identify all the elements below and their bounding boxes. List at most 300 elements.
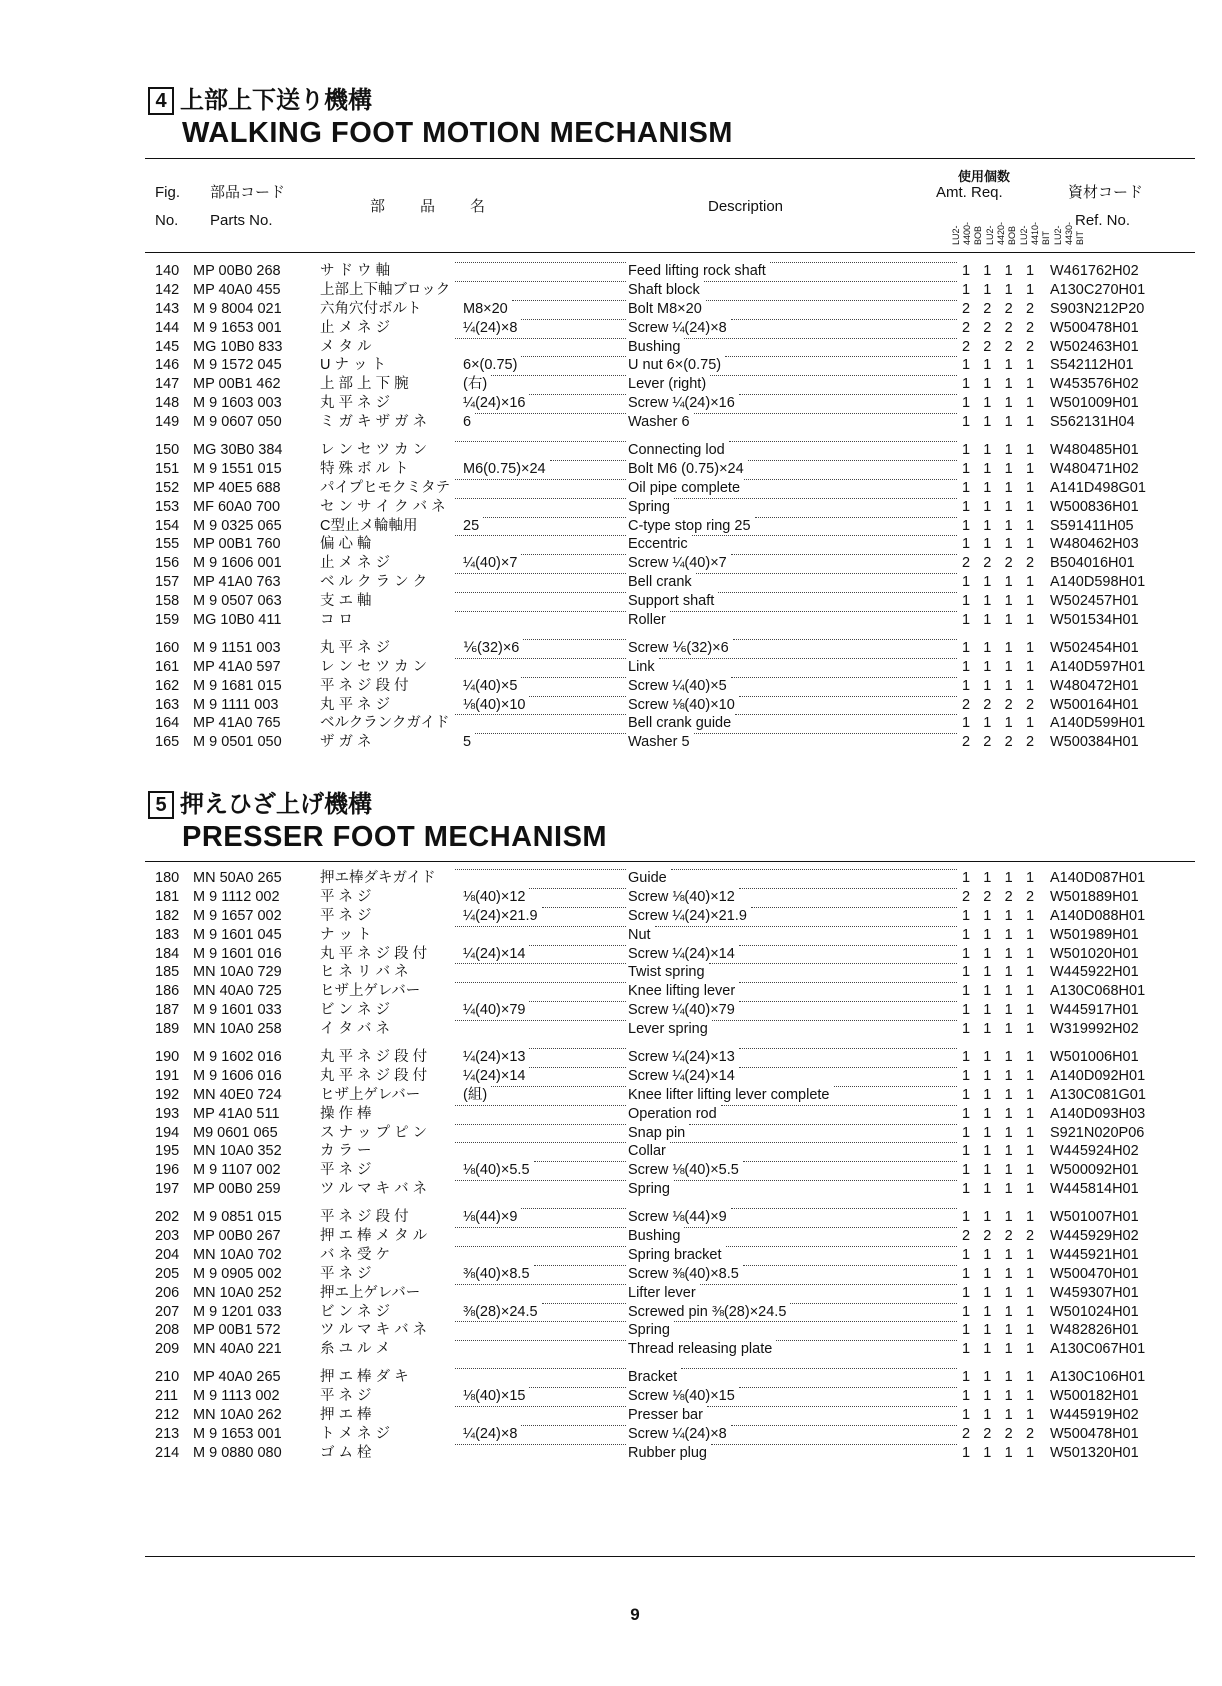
dotted-leader xyxy=(542,907,626,908)
reference-number: W500478H01 xyxy=(1050,319,1139,336)
amount-cell: 2 xyxy=(1004,555,1013,572)
amount-cell: 1 xyxy=(1025,593,1035,610)
part-name-jp: ゴ ム 栓 xyxy=(320,1444,372,1461)
amount-cell: 1 xyxy=(1025,1162,1035,1179)
amount-cell: 1 xyxy=(983,1021,992,1038)
amount-cell: 2 xyxy=(1025,319,1035,336)
reference-number: W500836H01 xyxy=(1050,498,1139,515)
fig-number: 184 xyxy=(155,945,180,962)
header-top-rule xyxy=(145,158,1195,159)
reference-number: W500092H01 xyxy=(1050,1162,1139,1179)
dotted-leader xyxy=(491,1086,626,1087)
amount-cell: 2 xyxy=(1004,1228,1013,1245)
table-row xyxy=(155,573,1195,592)
part-name-jp: 丸 平 ネ ジ 段 付 xyxy=(320,1067,428,1084)
amount-required xyxy=(959,733,1037,752)
dotted-leader xyxy=(455,611,626,612)
amount-cell: 1 xyxy=(961,1021,971,1038)
dotted-leader xyxy=(550,460,626,461)
amount-required xyxy=(959,479,1037,498)
amount-cell: 1 xyxy=(983,1388,992,1405)
dotted-leader xyxy=(659,658,957,659)
reference-number: W500164H01 xyxy=(1050,696,1139,713)
dotted-leader xyxy=(521,319,626,320)
reference-number: W500182H01 xyxy=(1050,1388,1139,1405)
amount-cell: 1 xyxy=(961,1002,971,1019)
part-description: Operation rod xyxy=(628,1105,717,1122)
amount-required xyxy=(959,281,1037,300)
table-row xyxy=(155,441,1195,460)
parts-number: MP 00B0 268 xyxy=(193,263,281,279)
amount-cell: 1 xyxy=(983,1369,992,1386)
parts-number: M 9 1572 045 xyxy=(193,357,282,374)
header-bottom-rule xyxy=(145,252,1195,253)
reference-number: S562131H04 xyxy=(1050,414,1135,431)
amount-cell: 1 xyxy=(983,1322,992,1339)
parts-number: MP 40A0 265 xyxy=(193,1369,281,1386)
table-row xyxy=(155,1303,1195,1322)
part-description: Thread releasing plate xyxy=(628,1341,773,1358)
amount-cell: 1 xyxy=(983,677,992,694)
part-description: Screw ¼(24)×13 xyxy=(628,1049,735,1066)
reference-number: W502457H01 xyxy=(1050,593,1139,610)
part-description: Bolt M8×20 xyxy=(628,300,702,317)
part-description: Screw ¼(24)×14 xyxy=(628,1067,735,1084)
part-name-jp: 操 作 棒 xyxy=(320,1105,372,1122)
part-description: Screw ¼(24)×16 xyxy=(628,395,735,412)
amount-cell: 1 xyxy=(1025,1049,1035,1066)
amount-cell: 1 xyxy=(1025,263,1035,279)
amount-required xyxy=(959,319,1037,338)
amount-cell: 2 xyxy=(961,1425,971,1442)
amount-cell: 1 xyxy=(983,658,992,675)
part-spec: (組) xyxy=(463,1086,488,1103)
dotted-leader xyxy=(455,1020,626,1021)
table-row xyxy=(155,517,1195,536)
dotted-leader xyxy=(455,592,626,593)
amount-required xyxy=(959,945,1037,964)
dotted-leader xyxy=(521,356,626,357)
amount-cell: 1 xyxy=(1004,574,1013,591)
dotted-leader xyxy=(455,573,626,574)
amount-cell: 2 xyxy=(1004,1425,1013,1442)
amount-cell: 1 xyxy=(961,926,971,943)
amount-cell: 1 xyxy=(1004,442,1013,459)
amount-required xyxy=(959,1067,1037,1086)
amount-cell: 1 xyxy=(1004,1303,1013,1320)
dotted-leader xyxy=(696,573,957,574)
dotted-leader xyxy=(521,1208,626,1209)
reference-number: W480471H02 xyxy=(1050,460,1139,477)
amount-required xyxy=(959,1368,1037,1387)
amount-cell: 2 xyxy=(983,319,992,336)
dotted-leader xyxy=(684,1227,957,1228)
reference-number: W501320H01 xyxy=(1050,1444,1139,1461)
dotted-leader xyxy=(529,1067,626,1068)
reference-number: W500384H01 xyxy=(1050,734,1139,751)
reference-number: A130C068H01 xyxy=(1050,983,1146,1000)
amount-cell: 1 xyxy=(983,1162,992,1179)
dotted-leader xyxy=(712,1020,957,1021)
amount-cell: 1 xyxy=(983,376,992,393)
amount-cell: 1 xyxy=(1004,395,1013,412)
fig-number: 165 xyxy=(155,734,180,751)
part-description: Twist spring xyxy=(628,964,705,981)
amount-cell: 1 xyxy=(1025,612,1035,629)
dotted-leader xyxy=(455,535,626,536)
table-row xyxy=(155,1142,1195,1161)
table-row xyxy=(155,356,1195,375)
part-name-jp: 偏 心 輪 xyxy=(320,536,372,553)
fig-number: 154 xyxy=(155,517,180,534)
dotted-leader xyxy=(521,677,626,678)
section-5-title-jp: 押えひざ上げ機構 xyxy=(180,791,372,818)
amount-cell: 1 xyxy=(983,1181,992,1198)
part-name-jp: レ ン セ ツ カ ン xyxy=(320,442,428,459)
table-row xyxy=(155,926,1195,945)
amount-cell: 2 xyxy=(1025,696,1035,713)
dotted-leader xyxy=(455,926,626,927)
amount-required xyxy=(959,1284,1037,1303)
amount-required xyxy=(959,926,1037,945)
amount-cell: 2 xyxy=(1025,300,1035,317)
amount-required xyxy=(959,592,1037,611)
dotted-leader xyxy=(455,441,626,442)
part-spec: ¼(24)×14 xyxy=(463,1067,526,1084)
amount-cell: 1 xyxy=(983,1246,992,1263)
dotted-leader xyxy=(739,696,957,697)
reference-number: W501889H01 xyxy=(1050,888,1139,905)
table-row xyxy=(155,1321,1195,1340)
dotted-leader xyxy=(700,1284,957,1285)
amount-cell: 1 xyxy=(961,1265,971,1282)
amount-cell: 1 xyxy=(1025,677,1035,694)
part-description: Bolt M6 (0.75)×24 xyxy=(628,460,744,477)
amount-cell: 2 xyxy=(1004,338,1013,355)
amount-cell: 1 xyxy=(983,281,992,298)
reference-number: S903N212P20 xyxy=(1050,300,1145,317)
table-row xyxy=(155,262,1195,281)
fig-number: 162 xyxy=(155,677,180,694)
dotted-leader xyxy=(744,479,957,480)
fig-number: 181 xyxy=(155,888,180,905)
amount-cell: 2 xyxy=(1004,300,1013,317)
dotted-leader xyxy=(542,1303,626,1304)
amount-cell: 1 xyxy=(983,1303,992,1320)
amount-cell: 1 xyxy=(983,1444,992,1461)
amount-cell: 1 xyxy=(983,1067,992,1084)
amount-cell: 1 xyxy=(1004,1086,1013,1103)
part-name-jp: ス ナ ッ プ ピ ン xyxy=(320,1124,428,1141)
walking-foot-parts-table xyxy=(155,262,1195,752)
amount-required xyxy=(959,963,1037,982)
amount-cell: 1 xyxy=(1025,1143,1035,1160)
part-description: Screw ¼(24)×8 xyxy=(628,319,727,336)
parts-number: MP 41A0 597 xyxy=(193,658,281,675)
amount-required xyxy=(959,1161,1037,1180)
fig-number: 156 xyxy=(155,555,180,572)
dotted-leader xyxy=(670,1142,957,1143)
part-spec: ¼(24)×21.9 xyxy=(463,907,538,924)
part-name-jp: ザ ガ ネ xyxy=(320,734,372,751)
dotted-leader xyxy=(726,1246,958,1247)
fig-number: 146 xyxy=(155,357,180,374)
amount-cell: 1 xyxy=(961,639,971,656)
part-name-jp: 上 部 上 下 腕 xyxy=(320,376,409,393)
amount-cell: 1 xyxy=(1004,1021,1013,1038)
fig-number: 194 xyxy=(155,1124,180,1141)
fig-number: 163 xyxy=(155,696,180,713)
parts-number: MF 60A0 700 xyxy=(193,498,281,515)
part-description: Bracket xyxy=(628,1369,678,1386)
amount-cell: 1 xyxy=(1025,395,1035,412)
reference-number: W501024H01 xyxy=(1050,1303,1139,1320)
fig-number: 140 xyxy=(155,263,180,279)
header-amt-jp: 使用個数 xyxy=(958,169,1011,184)
dotted-leader xyxy=(709,963,957,964)
amount-cell: 1 xyxy=(1004,870,1013,886)
amount-cell: 1 xyxy=(983,1124,992,1141)
part-description: Nut xyxy=(628,926,651,943)
dotted-leader xyxy=(710,375,957,376)
reference-number: W459307H01 xyxy=(1050,1284,1139,1301)
table-row xyxy=(155,733,1195,752)
dotted-leader xyxy=(731,1425,957,1426)
part-name-jp: パイプヒモクミタテ xyxy=(320,479,450,496)
part-spec: ¼(40)×7 xyxy=(463,555,518,572)
amount-required xyxy=(959,714,1037,733)
header-parts-en: Parts No. xyxy=(210,212,273,229)
amount-cell: 1 xyxy=(1025,658,1035,675)
dotted-leader xyxy=(475,733,626,734)
amount-cell: 1 xyxy=(983,1105,992,1122)
dotted-leader xyxy=(455,658,626,659)
part-spec: 5 xyxy=(463,734,472,751)
dotted-leader xyxy=(739,1048,957,1049)
amount-cell: 1 xyxy=(983,574,992,591)
amount-cell: 1 xyxy=(1004,907,1013,924)
amount-cell: 1 xyxy=(983,1002,992,1019)
reference-number: W461762H02 xyxy=(1050,263,1139,279)
dotted-leader xyxy=(671,869,957,870)
amount-cell: 2 xyxy=(1025,888,1035,905)
dotted-leader xyxy=(455,963,626,964)
part-description: Shaft block xyxy=(628,281,700,298)
amount-cell: 1 xyxy=(1025,1124,1035,1141)
amount-required xyxy=(959,1246,1037,1265)
part-description: Spring xyxy=(628,1322,670,1339)
amount-cell: 1 xyxy=(1025,639,1035,656)
reference-number: W500478H01 xyxy=(1050,1425,1139,1442)
reference-number: W500470H01 xyxy=(1050,1265,1139,1282)
amount-cell: 2 xyxy=(961,300,971,317)
amount-cell: 1 xyxy=(1004,1388,1013,1405)
reference-number: A130C067H01 xyxy=(1050,1341,1146,1358)
part-spec: ⅛(40)×5.5 xyxy=(463,1162,530,1179)
table-row xyxy=(155,714,1195,733)
amount-cell: 2 xyxy=(961,1228,971,1245)
part-name-jp: 特 殊 ボ ル ト xyxy=(320,460,409,477)
footer-rule xyxy=(145,1556,1195,1557)
amount-cell: 1 xyxy=(961,1444,971,1461)
amount-cell: 1 xyxy=(1004,964,1013,981)
amount-cell: 1 xyxy=(961,395,971,412)
reference-number: W501534H01 xyxy=(1050,612,1139,629)
amount-cell: 1 xyxy=(983,357,992,374)
table-row xyxy=(155,1161,1195,1180)
part-description: Spring xyxy=(628,498,670,515)
part-spec: ¼(40)×79 xyxy=(463,1002,526,1019)
amount-required xyxy=(959,441,1037,460)
amount-cell: 1 xyxy=(1004,517,1013,534)
part-spec: 25 xyxy=(463,517,480,534)
amount-cell: 1 xyxy=(1004,658,1013,675)
reference-number: W453576H02 xyxy=(1050,376,1139,393)
table-row xyxy=(155,592,1195,611)
amount-cell: 1 xyxy=(1004,1322,1013,1339)
parts-number: M 9 0880 080 xyxy=(193,1444,282,1461)
reference-number: A141D498G01 xyxy=(1050,479,1146,496)
part-description: Screw ¼(24)×8 xyxy=(628,1425,727,1442)
fig-number: 191 xyxy=(155,1067,180,1084)
part-name-jp: 丸 平 ネ ジ xyxy=(320,696,391,713)
part-name-jp: ツ ル マ キ バ ネ xyxy=(320,1181,428,1198)
fig-number: 161 xyxy=(155,658,180,675)
fig-number: 159 xyxy=(155,612,180,629)
part-description: Screw ¼(40)×7 xyxy=(628,555,727,572)
parts-number: MG 10B0 411 xyxy=(193,612,282,629)
table-row xyxy=(155,1444,1195,1463)
dotted-leader xyxy=(475,413,626,414)
amount-cell: 1 xyxy=(961,870,971,886)
amount-cell: 1 xyxy=(961,1086,971,1103)
fig-number: 158 xyxy=(155,593,180,610)
reference-number: A130C081G01 xyxy=(1050,1086,1146,1103)
part-name-jp: 丸 平 ネ ジ 段 付 xyxy=(320,945,428,962)
fig-number: 187 xyxy=(155,1002,180,1019)
reference-number: W480485H01 xyxy=(1050,442,1139,459)
part-name-jp: 押エ上ゲレバー xyxy=(320,1284,421,1301)
section-4-number: 4 xyxy=(148,87,174,115)
amount-cell: 1 xyxy=(1004,1369,1013,1386)
amount-cell: 1 xyxy=(1025,1303,1035,1320)
fig-number: 204 xyxy=(155,1246,180,1263)
amount-cell: 1 xyxy=(1004,281,1013,298)
dotted-leader xyxy=(521,1425,626,1426)
part-name-jp: ナ ッ ト xyxy=(320,926,372,943)
part-name-jp: イ タ バ ネ xyxy=(320,1021,391,1038)
reference-number: A140D092H01 xyxy=(1050,1067,1146,1084)
fig-number: 155 xyxy=(155,536,180,553)
parts-number: M 9 0905 002 xyxy=(193,1265,282,1282)
dotted-leader xyxy=(704,281,957,282)
amount-cell: 1 xyxy=(961,517,971,534)
parts-number: M 9 0607 050 xyxy=(193,414,282,431)
reference-number: W445929H02 xyxy=(1050,1228,1139,1245)
amount-required xyxy=(959,1001,1037,1020)
parts-number: MN 10A0 352 xyxy=(193,1143,282,1160)
dotted-leader xyxy=(731,1208,957,1209)
fig-number: 205 xyxy=(155,1265,180,1282)
part-name-jp: 止 メ ネ ジ xyxy=(320,555,391,572)
parts-number: M 9 0851 015 xyxy=(193,1209,282,1226)
amount-cell: 1 xyxy=(961,263,971,279)
fig-number: 164 xyxy=(155,715,180,732)
fig-number: 152 xyxy=(155,479,180,496)
table-row xyxy=(155,907,1195,926)
amount-required xyxy=(959,907,1037,926)
amount-cell: 1 xyxy=(1004,1067,1013,1084)
amount-cell: 1 xyxy=(1004,639,1013,656)
amount-cell: 1 xyxy=(961,442,971,459)
amount-cell: 1 xyxy=(1025,1067,1035,1084)
parts-number: M 9 1606 016 xyxy=(193,1067,282,1084)
dotted-leader xyxy=(529,945,626,946)
fig-number: 145 xyxy=(155,338,180,355)
amount-cell: 1 xyxy=(983,983,992,1000)
amount-cell: 1 xyxy=(961,658,971,675)
amount-cell: 2 xyxy=(961,734,971,751)
amount-required xyxy=(959,262,1037,281)
part-spec: 6 xyxy=(463,414,472,431)
amount-cell: 1 xyxy=(1025,1341,1035,1358)
reference-number: S591411H05 xyxy=(1050,517,1134,534)
part-description: Rubber plug xyxy=(628,1444,707,1461)
part-description: Screw ⅛(44)×9 xyxy=(628,1209,727,1226)
amount-cell: 1 xyxy=(983,1284,992,1301)
section-5-heading xyxy=(148,790,607,854)
reference-number: W319992H02 xyxy=(1050,1021,1139,1038)
amount-required xyxy=(959,869,1037,888)
amount-cell: 1 xyxy=(1004,1124,1013,1141)
amount-cell: 2 xyxy=(961,696,971,713)
part-name-jp: 平 ネ ジ 段 付 xyxy=(320,677,409,694)
amount-required xyxy=(959,413,1037,432)
dotted-leader xyxy=(455,1246,626,1247)
table-row xyxy=(155,982,1195,1001)
amount-cell: 1 xyxy=(961,612,971,629)
amount-required xyxy=(959,460,1037,479)
dotted-leader xyxy=(455,1180,626,1181)
amount-cell: 1 xyxy=(961,1407,971,1424)
amount-cell: 1 xyxy=(1025,1265,1035,1282)
amount-required xyxy=(959,554,1037,573)
amount-cell: 1 xyxy=(1004,1265,1013,1282)
part-description: Support shaft xyxy=(628,593,715,610)
amount-cell: 1 xyxy=(961,983,971,1000)
amount-cell: 1 xyxy=(1004,479,1013,496)
part-description: Washer 6 xyxy=(628,414,690,431)
fig-number: 190 xyxy=(155,1049,180,1066)
part-description: Washer 5 xyxy=(628,734,690,751)
amount-cell: 1 xyxy=(1025,517,1035,534)
amount-cell: 1 xyxy=(1004,376,1013,393)
amount-cell: 1 xyxy=(983,442,992,459)
amount-cell: 1 xyxy=(983,964,992,981)
reference-number: W502454H01 xyxy=(1050,639,1139,656)
table-row xyxy=(155,1105,1195,1124)
parts-number: M 9 1653 001 xyxy=(193,319,282,336)
amount-cell: 1 xyxy=(1025,926,1035,943)
parts-number: MN 10A0 258 xyxy=(193,1021,282,1038)
reference-number: W480462H03 xyxy=(1050,536,1139,553)
table-row xyxy=(155,1340,1195,1359)
dotted-leader xyxy=(689,1124,957,1125)
amount-cell: 1 xyxy=(961,677,971,694)
amount-cell: 1 xyxy=(983,1049,992,1066)
fig-number: 210 xyxy=(155,1369,180,1386)
part-name-jp: カ ラ ー xyxy=(320,1143,372,1160)
